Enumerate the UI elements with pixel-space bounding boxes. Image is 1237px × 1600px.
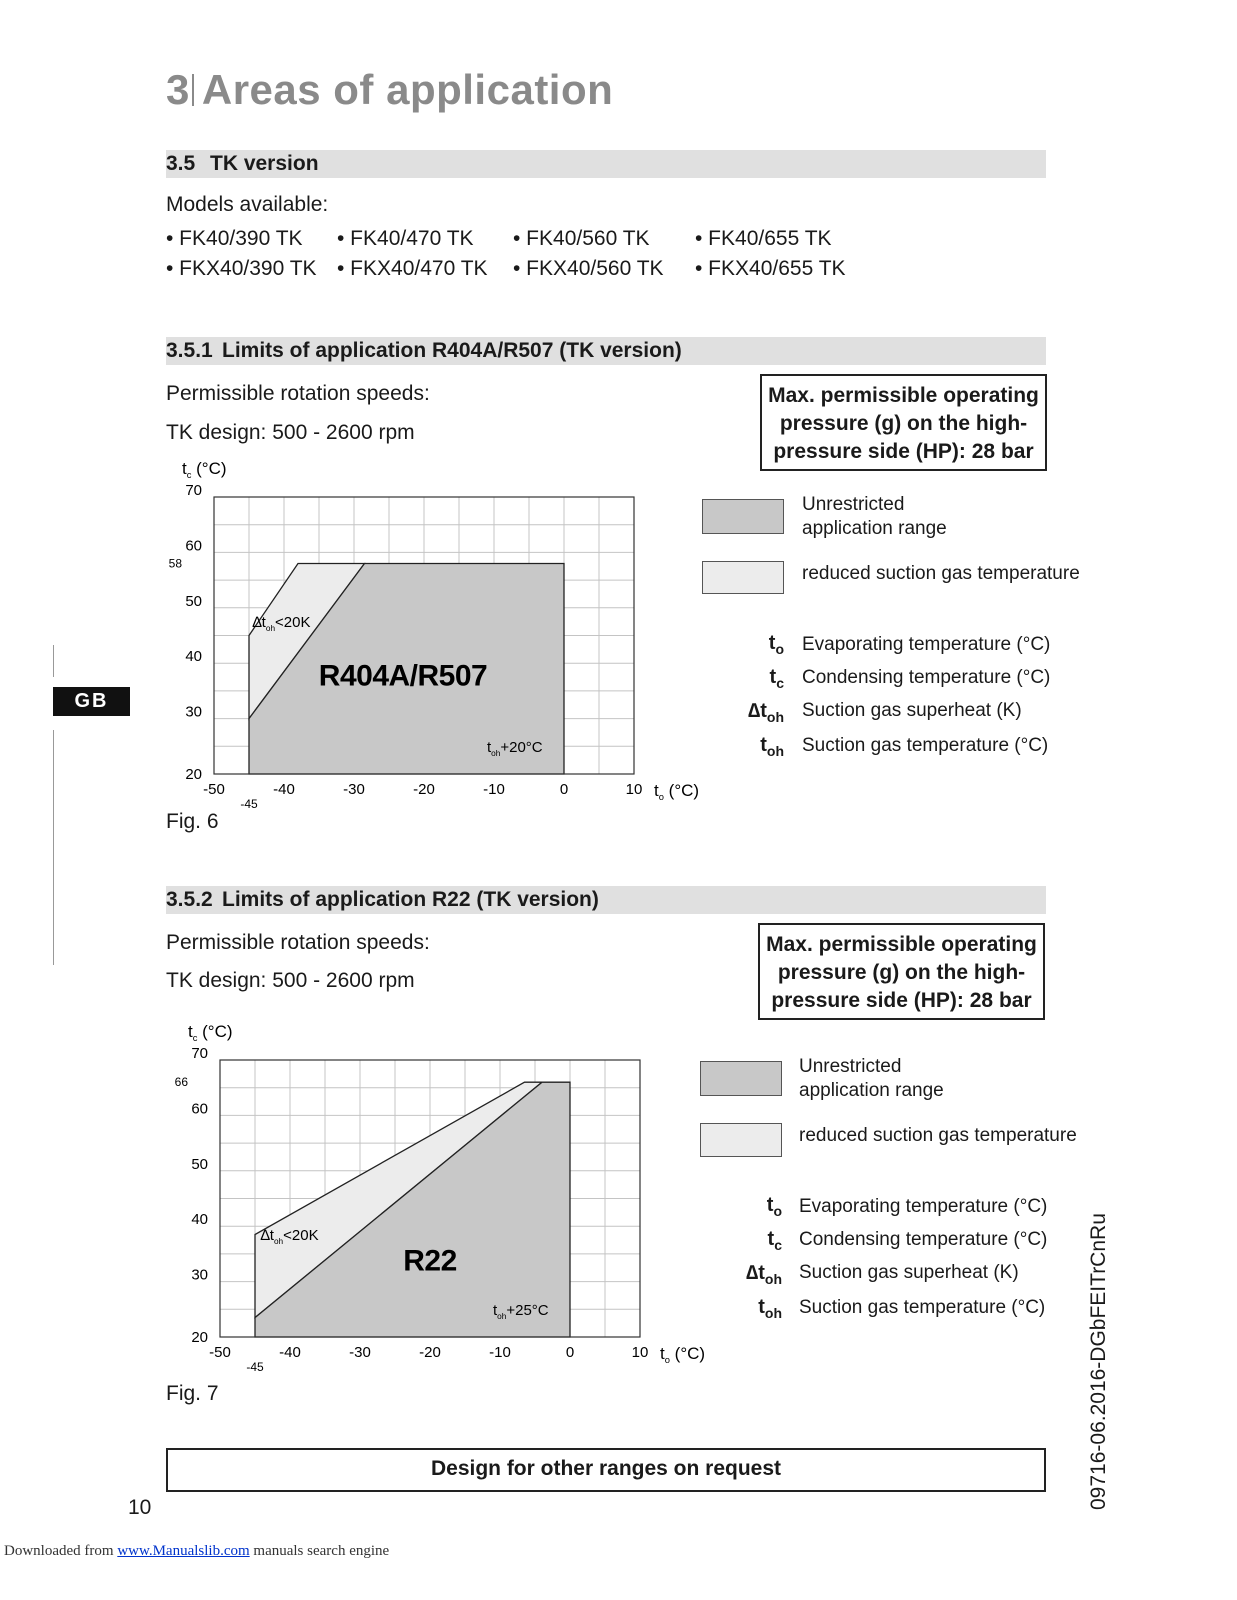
chapter-number: 3 <box>166 66 190 113</box>
side-rule <box>53 730 54 965</box>
section-title: TK version <box>210 152 319 175</box>
suction-temp-annotation: $t_{oh}+20^\circ C$ <box>487 738 543 758</box>
pressure-line: Max. permissible operating <box>768 384 1039 407</box>
pressure-line: pressure (g) on the high- <box>779 412 1028 435</box>
refrigerant-label: R22 <box>403 1244 457 1278</box>
x-tick-label: -40 <box>273 781 295 798</box>
x-tick-label: 10 <box>625 781 643 798</box>
model-item: • FKX40/655 TK <box>695 257 846 280</box>
x-tick-label-extra: -45 <box>246 1360 264 1374</box>
download-note <box>4 1543 389 1560</box>
y-tick-label: 30 <box>185 703 202 721</box>
section-3-5-heading <box>166 150 1046 178</box>
symbol: $t_{oh}$ <box>758 1296 782 1321</box>
legend-reduced-label: reduced suction gas temperature <box>799 1125 1077 1146</box>
legend-line: application range <box>802 518 947 539</box>
symbol: $t_o$ <box>768 632 784 657</box>
pressure-line: pressure (g) on the high- <box>777 961 1026 984</box>
chart-r404a-r507 <box>150 452 710 818</box>
symbol-description: Suction gas superheat (K) <box>799 1262 1019 1283</box>
legend-line: application range <box>799 1080 944 1101</box>
symbol: $t_c$ <box>769 666 784 691</box>
document-id: 09716-06.2016-DGbFEITrCnRu <box>1087 1213 1110 1510</box>
model-item: • FK40/390 TK <box>166 227 303 250</box>
y-tick-label: 60 <box>185 537 202 555</box>
suction-temp-annotation: $t_{oh}+25^\circ C$ <box>493 1301 549 1321</box>
legend-swatch-reduced <box>700 1123 782 1157</box>
pressure-line: pressure side (HP): 28 bar <box>771 989 1032 1012</box>
section-number: 3.5.2 <box>166 888 213 911</box>
y-tick-label: 20 <box>191 1329 208 1346</box>
symbol: $\Delta t_{oh}$ <box>747 700 784 725</box>
legend-swatch-reduced <box>702 561 784 594</box>
y-tick-label: 70 <box>191 1045 208 1062</box>
x-tick-label: 0 <box>565 1344 575 1361</box>
page-number: 10 <box>128 1496 152 1519</box>
y-tick-label: 20 <box>185 766 202 783</box>
chapter-title: Areas of application <box>201 66 614 113</box>
symbol-description: Suction gas temperature (°C) <box>802 735 1049 756</box>
x-tick-label: -30 <box>343 781 365 798</box>
x-tick-label: -10 <box>483 781 505 798</box>
chapter-heading <box>166 66 613 114</box>
section-3-5-1-heading <box>166 337 1046 365</box>
download-suffix: manuals search engine <box>249 1543 390 1559</box>
y-tick-label: 40 <box>191 1211 208 1229</box>
section-number: 3.5.1 <box>166 339 213 362</box>
download-prefix: Downloaded from <box>4 1543 118 1559</box>
rotation-speeds-label: Permissible rotation speeds: <box>166 382 430 405</box>
section-title: Limits of application R404A/R507 (TK version) <box>222 339 682 362</box>
symbol: $\Delta t_{oh}$ <box>745 1262 782 1287</box>
y-tick-label-extra: 58 <box>168 556 182 571</box>
y-axis-label: $t_c$ (°C) <box>182 459 227 480</box>
superheat-annotation: $\Delta t_{oh}<20K$ <box>252 614 311 634</box>
x-axis-label: $t_o$ (°C) <box>660 1344 706 1365</box>
model-item: • FKX40/470 TK <box>337 257 488 280</box>
language-tab-gb: GB <box>53 687 130 716</box>
figure-label: Fig. 6 <box>166 810 219 833</box>
symbol: $t_c$ <box>767 1228 782 1253</box>
x-tick-label: 10 <box>631 1344 649 1361</box>
superheat-annotation: $\Delta t_{oh}<20K$ <box>260 1227 319 1247</box>
x-tick-label: 0 <box>559 781 569 798</box>
y-tick-label: 40 <box>185 648 202 666</box>
model-item: • FKX40/390 TK <box>166 257 317 280</box>
symbol-description: Evaporating temperature (°C) <box>799 1196 1048 1217</box>
x-tick-label: -10 <box>489 1344 511 1361</box>
symbol-description: Suction gas temperature (°C) <box>799 1297 1046 1318</box>
y-tick-label: 30 <box>191 1266 208 1284</box>
legend-unrestricted-label <box>799 1055 944 1103</box>
side-rule <box>53 645 54 677</box>
section-number: 3.5 <box>166 152 196 175</box>
legend-unrestricted-label <box>802 493 947 541</box>
model-item: • FKX40/560 TK <box>513 257 664 280</box>
legend-reduced-label: reduced suction gas temperature <box>802 563 1080 584</box>
y-axis-label: $t_c$ (°C) <box>188 1022 233 1043</box>
pressure-line: pressure side (HP): 28 bar <box>773 440 1034 463</box>
pressure-box <box>758 923 1045 1020</box>
y-tick-label: 50 <box>191 1155 208 1173</box>
symbol: $t_{oh}$ <box>760 734 784 759</box>
x-tick-label: -30 <box>349 1344 371 1361</box>
symbol-description: Suction gas superheat (K) <box>802 700 1022 721</box>
tk-design-text: TK design: 500 - 2600 rpm <box>166 969 415 992</box>
x-tick-label: -20 <box>419 1344 441 1361</box>
y-tick-label: 60 <box>191 1100 208 1118</box>
y-tick-label: 70 <box>185 482 202 499</box>
symbol-description: Condensing temperature (°C) <box>802 667 1051 688</box>
legend-line: Unrestricted <box>799 1056 902 1077</box>
footer-note: Design for other ranges on request <box>166 1448 1046 1492</box>
legend-swatch-unrestricted <box>702 499 784 534</box>
model-item: • FK40/655 TK <box>695 227 832 250</box>
y-tick-label: 50 <box>185 592 202 610</box>
symbol: $t_o$ <box>766 1194 782 1219</box>
figure-label: Fig. 7 <box>166 1382 219 1405</box>
x-tick-label: -50 <box>209 1344 231 1361</box>
x-tick-label: -40 <box>279 1344 301 1361</box>
tk-design-text: TK design: 500 - 2600 rpm <box>166 421 415 444</box>
section-3-5-2-heading <box>166 886 1046 914</box>
refrigerant-label: R404A/R507 <box>318 659 488 693</box>
section-title: Limits of application R22 (TK version) <box>222 888 599 911</box>
symbol-description: Evaporating temperature (°C) <box>802 634 1051 655</box>
rotation-speeds-label: Permissible rotation speeds: <box>166 931 430 954</box>
y-tick-label-extra: 66 <box>174 1075 188 1090</box>
chapter-divider <box>192 74 194 106</box>
legend-swatch-unrestricted <box>700 1061 782 1096</box>
legend-line: Unrestricted <box>802 494 905 515</box>
chart-r22 <box>156 1015 716 1381</box>
x-axis-label: $t_o$ (°C) <box>654 781 700 802</box>
model-item: • FK40/560 TK <box>513 227 650 250</box>
models-label: Models available: <box>166 193 329 216</box>
pressure-box <box>760 374 1047 471</box>
manualslib-link[interactable]: www.Manualslib.com <box>117 1543 250 1559</box>
pressure-line: Max. permissible operating <box>766 933 1037 956</box>
model-item: • FK40/470 TK <box>337 227 474 250</box>
x-tick-label: -20 <box>413 781 435 798</box>
x-tick-label-extra: -45 <box>240 797 258 811</box>
symbol-description: Condensing temperature (°C) <box>799 1229 1048 1250</box>
x-tick-label: -50 <box>203 781 225 798</box>
